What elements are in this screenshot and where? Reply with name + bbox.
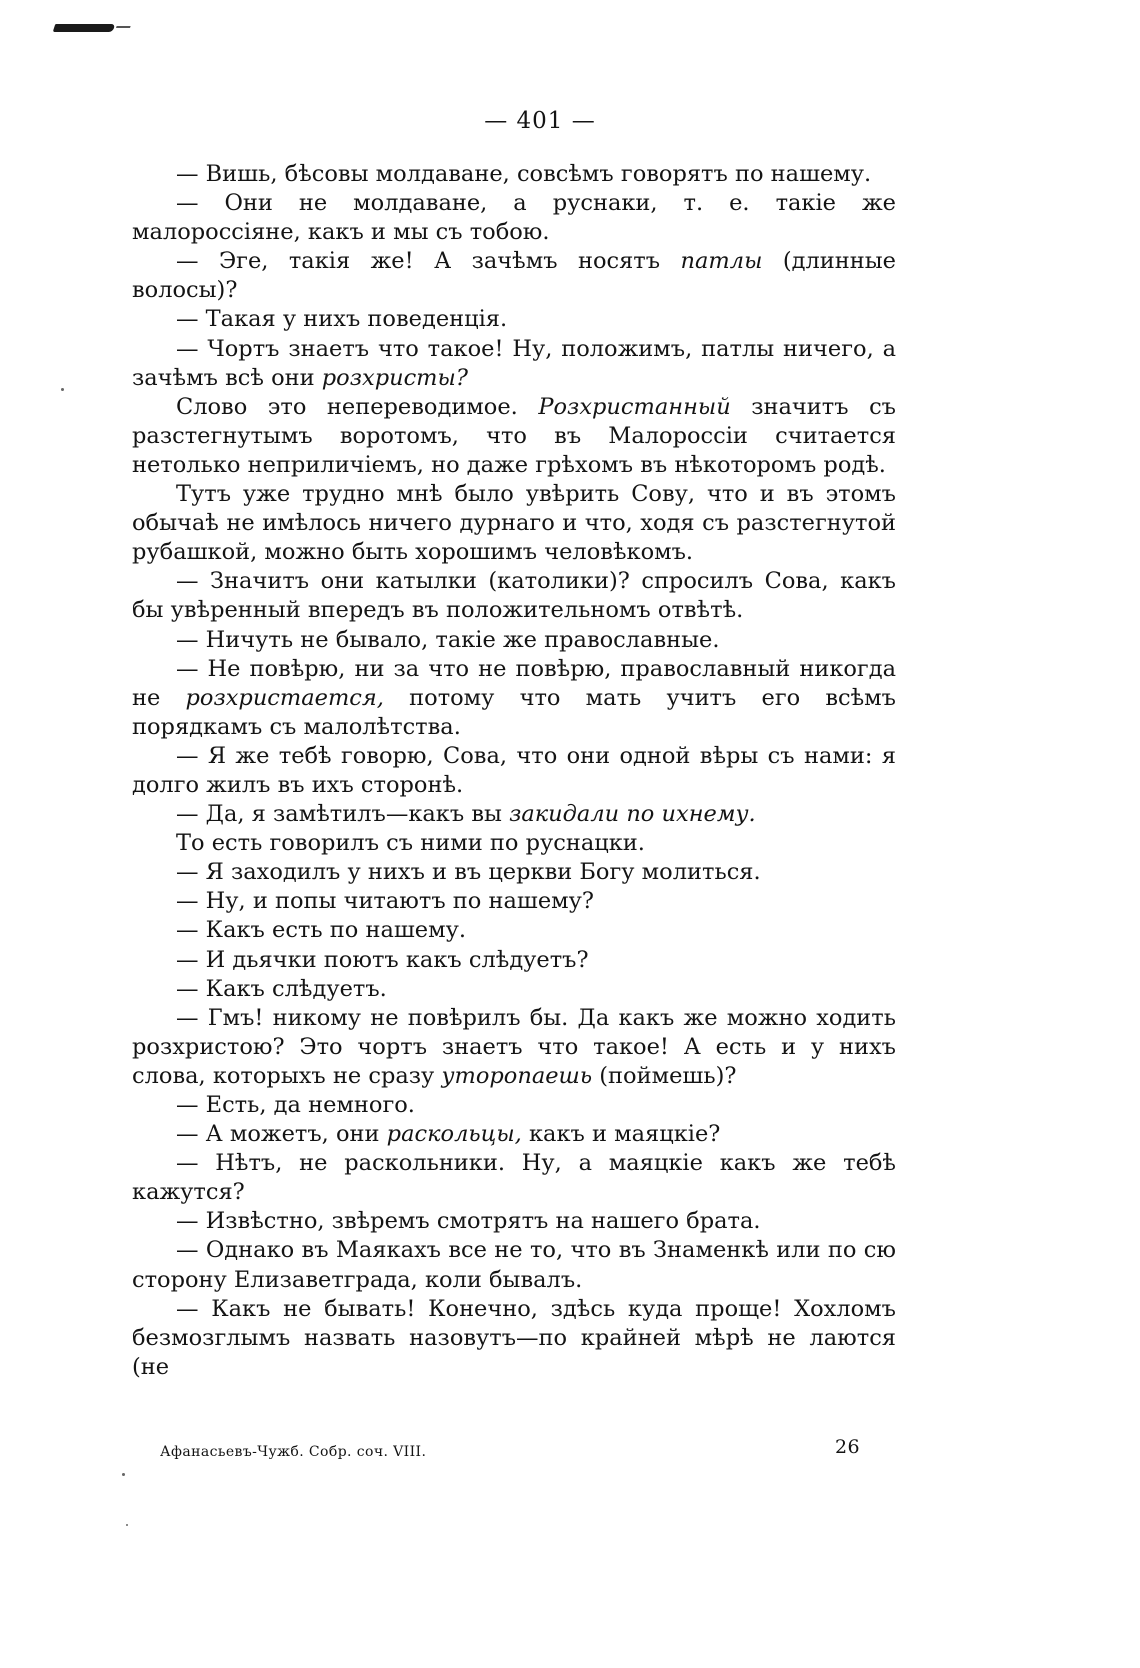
page-footer	[160, 1436, 860, 1460]
paragraph	[132, 247, 896, 305]
text-segment: какъ и маяцкіе?	[521, 1121, 721, 1148]
paragraph	[132, 1004, 896, 1091]
text-segment: — Гмъ! никому не повѣрилъ бы. Да какъ же можно ходить розхристою? Это чортъ знаетъ что такое! А есть и у нихъ слова, которыхъ не сразу	[132, 1004, 896, 1089]
italic-word: розхристается,	[185, 684, 384, 711]
text-body	[132, 160, 896, 1382]
paragraph	[132, 946, 896, 975]
paragraph	[132, 1295, 896, 1382]
paragraph	[132, 305, 896, 334]
ink-speck	[61, 388, 64, 391]
paragraph	[132, 742, 896, 800]
italic-word: утoропаешь	[441, 1062, 593, 1089]
text-segment: — Ну, и попы читаютъ по нашему?	[176, 888, 594, 915]
text-segment: — Вишь, бѣсовы молдаване, совсѣмъ говорятъ по нашему.	[176, 161, 872, 187]
paragraph	[132, 916, 896, 945]
paragraph	[132, 800, 896, 829]
text-segment: — Ничуть не бывало, такіе же православные.	[176, 626, 720, 653]
text-segment: — Эге, такія же! А зачѣмъ носятъ	[176, 248, 681, 275]
paragraph	[132, 858, 896, 887]
text-segment: — Чортъ знаетъ что такое! Ну, положимъ, патлы ничего, а зачѣмъ всѣ они	[132, 335, 896, 391]
text-segment: — Такая у нихъ поведенція.	[176, 306, 508, 333]
text-segment: — Не повѣрю, ни за что не повѣрю, православный никогда не	[132, 655, 896, 711]
paragraph	[132, 829, 896, 858]
paragraph	[132, 1091, 896, 1120]
paragraph	[132, 887, 896, 916]
text-segment: — Да, я замѣтилъ—какъ вы	[176, 801, 510, 828]
text-segment: значитъ съ разстегнутымъ воротомъ, что въ Малороссіи считается нетолько неприличіемъ, но даже грѣхомъ въ нѣкоторомъ родѣ.	[132, 393, 896, 478]
paragraph	[132, 393, 896, 480]
italic-word: Розхристанный	[538, 393, 731, 420]
paragraph	[132, 626, 896, 655]
paragraph	[132, 189, 896, 247]
text-segment: — Однако въ Маякахъ все не то, что въ Знаменкѣ или по сю сторону Елизаветграда, коли бывалъ.	[132, 1237, 896, 1293]
signature-mark: 26	[835, 1436, 860, 1458]
italic-word: раскольцы,	[386, 1121, 522, 1148]
text-segment: (длинные волосы)?	[132, 248, 896, 304]
paragraph	[132, 655, 896, 742]
text-segment: То есть говорилъ съ ними по руснацки.	[176, 830, 645, 857]
paragraph	[132, 1236, 896, 1294]
text-segment: Слово это непереводимое.	[176, 393, 539, 420]
text-segment: (поймешь)?	[592, 1062, 737, 1089]
text-segment: — А можетъ, они	[176, 1121, 387, 1148]
text-segment: потому что мать учитъ его всѣмъ порядкамъ съ малолѣтства.	[132, 684, 896, 740]
paragraph	[132, 1149, 896, 1207]
paragraph	[132, 567, 896, 625]
text-segment: — Значитъ они катылки (католики)? спросилъ Сова, какъ бы увѣренный впередъ въ положительномъ отвѣтѣ.	[132, 568, 896, 624]
paragraph	[132, 480, 896, 567]
italic-word: патлы	[680, 248, 763, 275]
text-segment: Тутъ уже трудно мнѣ было увѣрить Сову, что и въ этомъ обычаѣ не имѣлось ничего дурнаго и что, ходя съ разстегнутой рубашкой, можно быть хорошимъ человѣкомъ.	[132, 481, 896, 566]
text-segment: — Я заходилъ у нихъ и въ церкви Богу молиться.	[176, 859, 761, 886]
text-segment: — Они не молдаване, а руснаки, т. е. такіе же малороссіяне, какъ и мы съ тобою.	[132, 190, 896, 246]
paragraph	[132, 1207, 896, 1236]
italic-word: закидали по ихнему.	[509, 801, 756, 828]
ink-speck	[122, 1473, 125, 1476]
paragraph	[132, 335, 896, 393]
ink-mark	[53, 24, 116, 32]
ink-speck	[126, 1524, 128, 1526]
text-segment: — Я же тебѣ говорю, Сова, что они одной вѣры съ нами: я долго жилъ въ ихъ сторонѣ.	[132, 742, 896, 798]
text-segment: — Какъ не бывать! Конечно, здѣсь куда проще! Хохломъ безмозглымъ назвать назовутъ—по крайней мѣрѣ не лаются (не	[132, 1295, 896, 1380]
paragraph	[132, 160, 896, 189]
footer-imprint: Афанасьевъ-Чужб. Собр. соч. VIII.	[160, 1444, 427, 1460]
paragraph	[132, 975, 896, 1004]
text-segment: — Какъ есть по нашему.	[176, 917, 467, 944]
text-segment: — И дьячки поютъ какъ слѣдуетъ?	[176, 946, 589, 973]
italic-word: розхристы?	[321, 364, 468, 391]
paragraph	[132, 1120, 896, 1149]
text-segment: — Какъ слѣдуетъ.	[176, 975, 387, 1002]
text-segment: — Нѣтъ, не раскольники. Ну, а маяцкіе какъ же тебѣ кажутся?	[132, 1150, 896, 1206]
text-segment: — Извѣстно, звѣремъ смотрятъ на нашего брата.	[176, 1208, 761, 1235]
text-segment: — Есть, да немного.	[176, 1092, 415, 1118]
page-number: — 401 —	[484, 108, 596, 134]
